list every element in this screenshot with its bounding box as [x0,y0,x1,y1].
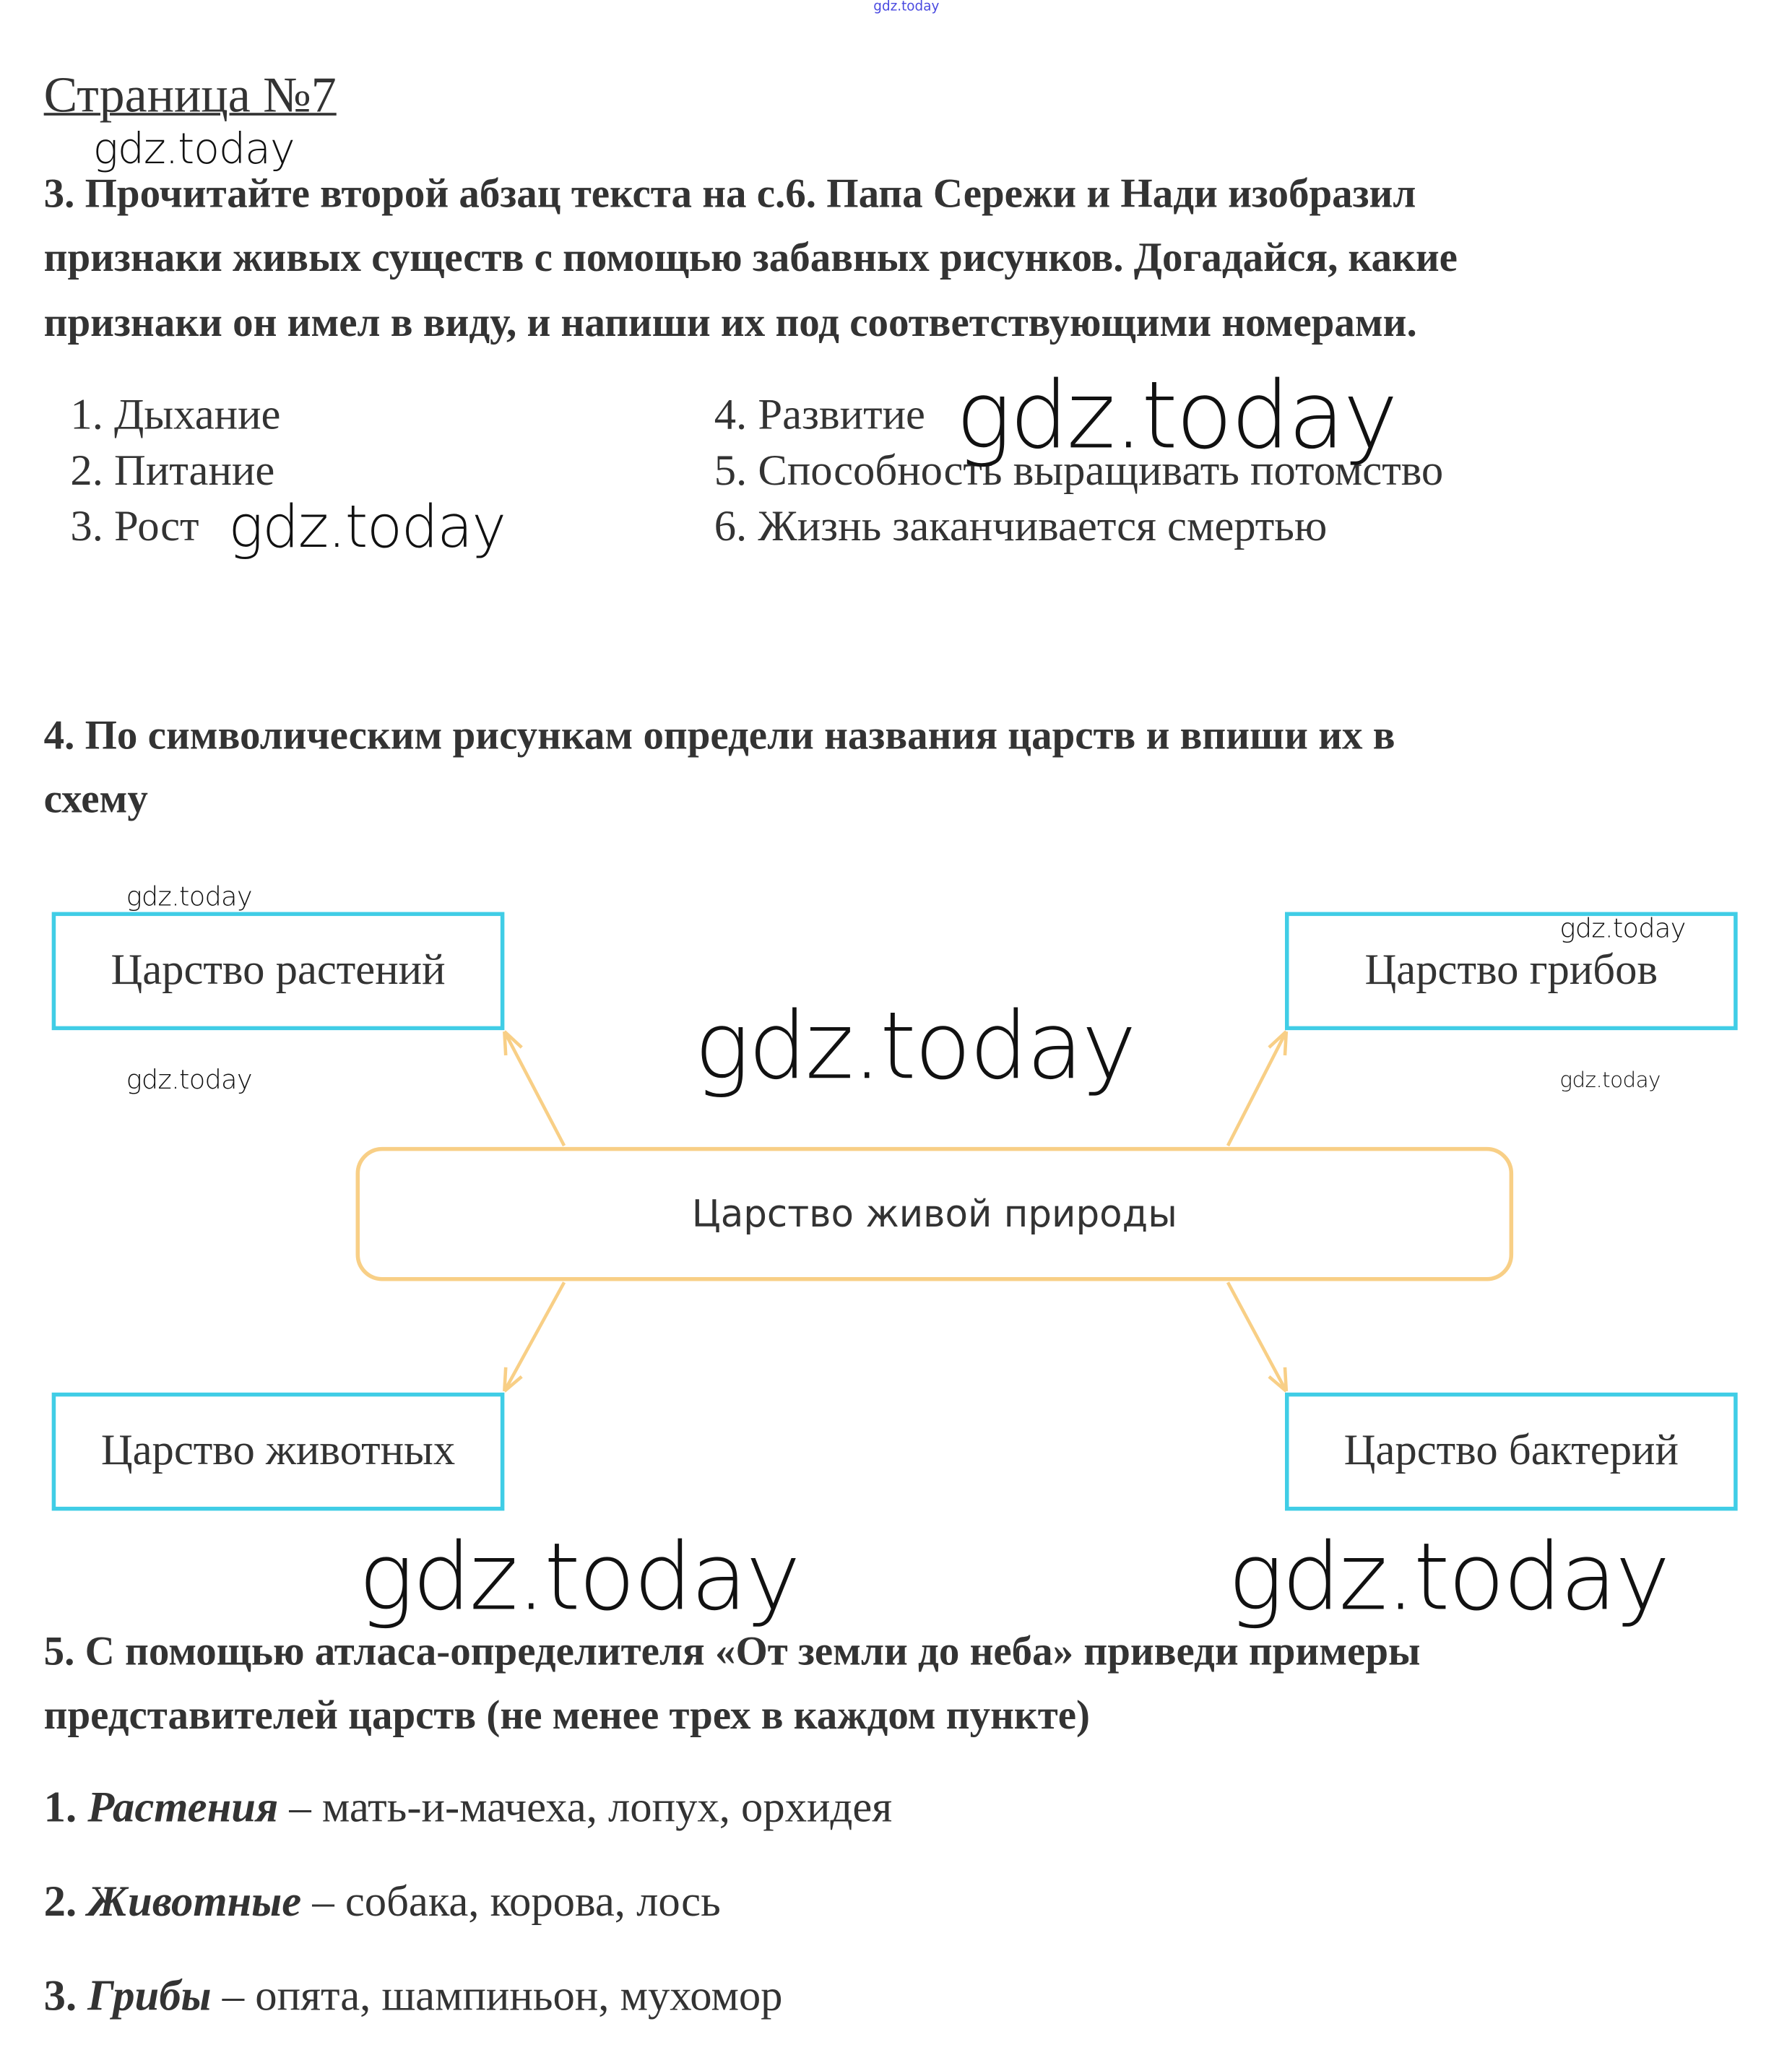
item-number: 1. [43,1784,88,1833]
living-nature-box: Царство живой природы [356,1147,1514,1281]
item-name: Животные [87,1878,302,1926]
example-item [44,1878,721,1927]
watermark: gdz.today [358,1522,800,1632]
watermark: gdz.today [1227,1522,1668,1632]
answer-item: 6. Жизнь заканчивается смертью [714,503,1328,551]
arrow-icon [1228,1282,1286,1391]
kingdom-fungi-box: Царство грибов [1285,912,1738,1031]
kingdom-animals-box: Царство животных [52,1393,505,1511]
task3-line: признаки он имел в виду, и напиши их под соответствующими номерами. [43,298,1417,345]
task4-line: 4. По символическим рисункам определи названия царств и впиши их в [43,712,1395,758]
watermark: gdz.today [92,123,295,174]
watermark: gdz.today [694,991,1135,1101]
answer-item: 1. Дыхание [70,392,281,440]
kingdom-plants-box: Царство растений [52,912,505,1031]
example-item [44,1784,892,1833]
item-number: 2. [43,1878,88,1926]
example-item [44,1973,783,2022]
task4-line: схему [43,775,148,822]
arrow-icon [1228,1032,1286,1146]
arrow-icon [504,1032,564,1146]
watermark: gdz.today [1559,1067,1661,1093]
watermark: gdz.today [228,493,506,562]
answer-item: 3. Рост [70,503,199,551]
task5-line: представителей царств (не менее трех в каждом пункте) [43,1691,1090,1738]
item-examples: – опята, шампиньон, мухомор [211,1972,783,2021]
item-name: Грибы [87,1972,212,2021]
watermark: gdz.today [126,880,252,912]
item-examples: – собака, корова, лось [301,1878,721,1926]
page-title: Страница №7 [43,67,337,124]
top-watermark: gdz.today [873,0,940,15]
answer-item: 4. Развитие [714,392,925,440]
task3-line: признаки живых существ с помощью забавных рисунков. Догадайся, какие [43,233,1458,280]
arrow-icon [504,1282,564,1391]
task3-line: 3. Прочитайте второй абзац текста на с.6. Папа Сережи и Нади изобразил [43,170,1416,217]
watermark: gdz.today [126,1063,252,1096]
answer-item: 2. Питание [70,447,275,496]
watermark: gdz.today [956,360,1397,470]
watermark: gdz.today [1559,912,1686,944]
item-number: 3. [43,1972,88,2021]
answer-item: 5. Способность выращивать потомство [714,447,1444,496]
kingdom-bacteria-box: Царство бактерий [1285,1393,1738,1511]
item-examples: – мать-и-мачеха, лопух, орхидея [278,1784,893,1833]
task5-line: 5. С помощью атласа-определителя «От земли до неба» приведи примеры [43,1627,1421,1674]
item-name: Растения [87,1784,279,1833]
